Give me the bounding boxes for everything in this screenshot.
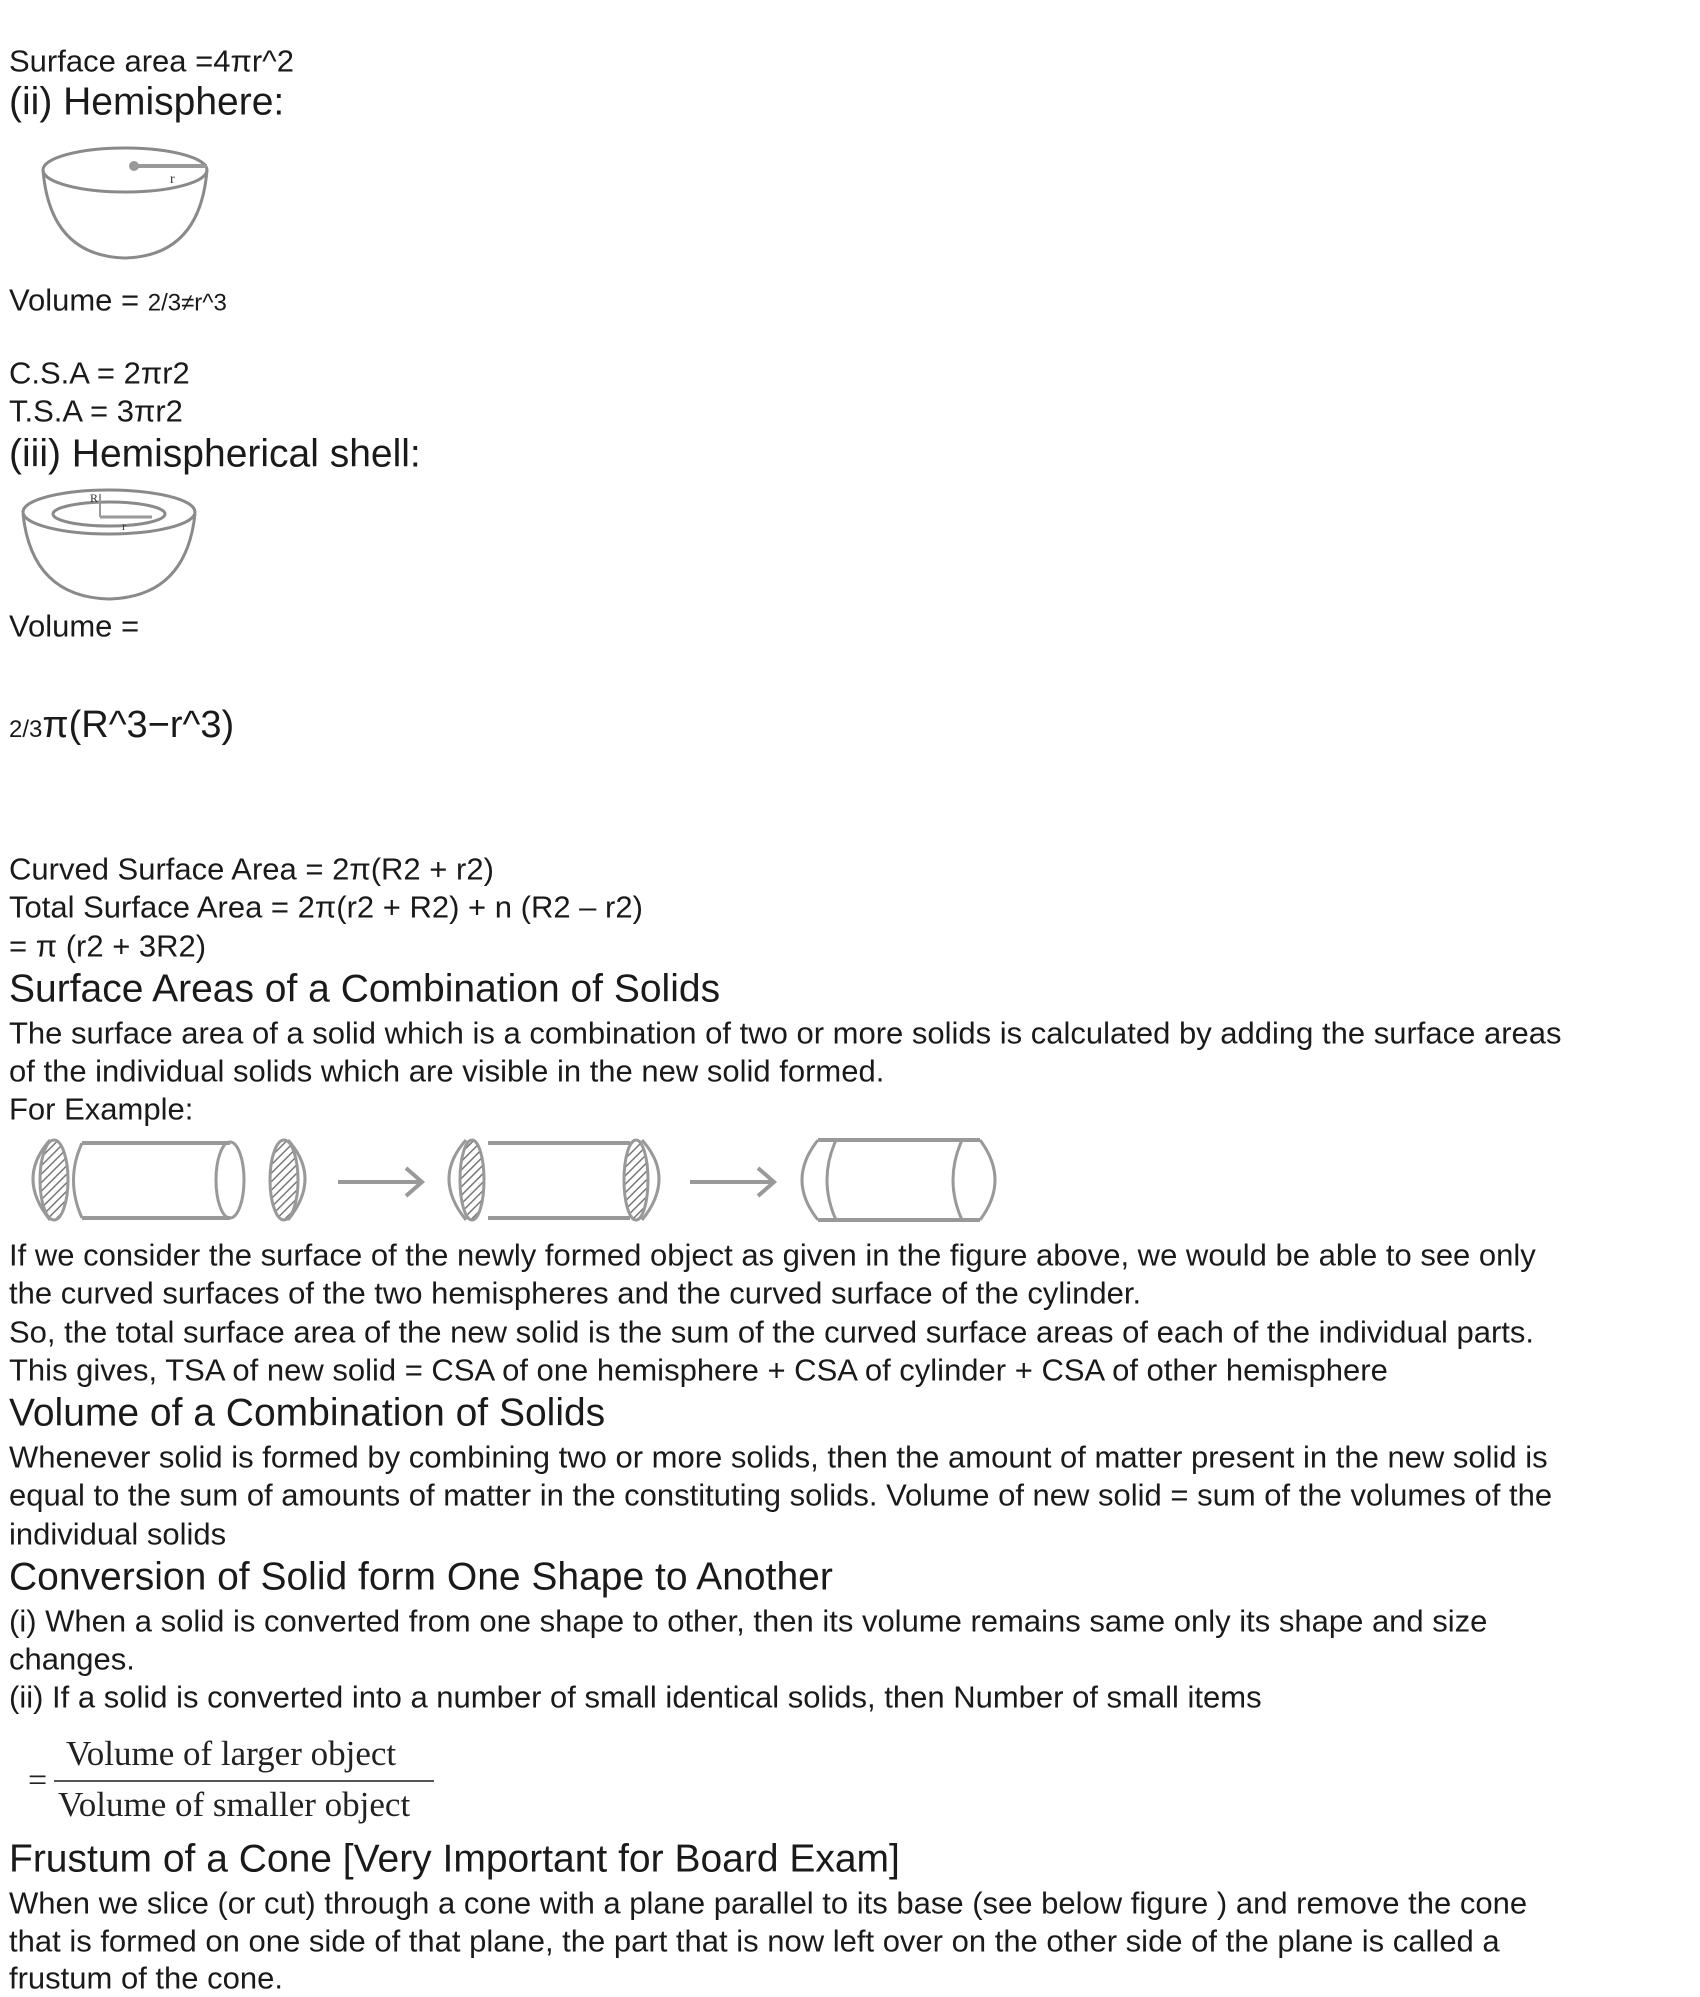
shell-volume-label: Volume = <box>9 608 140 644</box>
fraction-bar <box>54 1780 434 1782</box>
fraction-denominator: Volume of smaller object <box>58 1785 411 1824</box>
paragraph-line: For Example: <box>9 1091 194 1127</box>
shell-csa: Curved Surface Area = 2π(R2 + r2) <box>9 851 494 887</box>
paragraph-line: equal to the sum of amounts of matter in the constituting solids. Volume of new solid = sum of the volumes of the <box>9 1477 1553 1513</box>
paragraph-line: Whenever solid is formed by combining two or more solids, then the amount of matter present in the new solid is <box>9 1439 1548 1475</box>
hemisphere-heading: (ii) Hemisphere: <box>9 80 285 124</box>
joined-solid <box>449 1140 659 1220</box>
arrow-icon <box>338 1168 422 1196</box>
paragraph-line: individual solids <box>9 1516 227 1552</box>
fraction-equals: = <box>28 1762 48 1799</box>
small-items-fraction <box>22 1732 442 1822</box>
combination-volume-heading: Volume of a Combination of Solids <box>9 1391 606 1435</box>
left-hemisphere-part <box>33 1140 68 1220</box>
paragraph-line: the curved surfaces of the two hemispheres and the curved surface of the cylinder. <box>9 1275 1142 1311</box>
hemispherical-shell-figure <box>14 484 214 604</box>
paragraph-line: (i) When a solid is converted from one shape to other, then its volume remains same only its shape and size <box>9 1603 1488 1639</box>
paragraph-line: frustum of the cone. <box>9 1960 283 1996</box>
paragraph-line: changes. <box>9 1641 135 1677</box>
fraction-numerator: Volume of larger object <box>66 1734 397 1773</box>
paragraph-line: The surface area of a solid which is a combination of two or more solids is calculated by adding the surface areas <box>9 1015 1562 1051</box>
arrow-icon <box>690 1168 774 1196</box>
hemisphere-tsa: T.S.A = 3πr2 <box>9 393 183 429</box>
final-solid <box>802 1140 995 1220</box>
shell-tsa: Total Surface Area = 2π(r2 + R2) + n (R2 – r2) <box>9 889 643 925</box>
outer-radius-label: R <box>90 491 99 505</box>
paragraph-line: This gives, TSA of new solid = CSA of one hemisphere + CSA of cylinder + CSA of other hemisphere <box>9 1352 1388 1388</box>
paragraph-line: So, the total surface area of the new solid is the sum of the curved surface areas of each of the individual parts. <box>9 1314 1535 1350</box>
paragraph-line: that is formed on one side of that plane, the part that is now left over on the other side of the plane is called a <box>9 1923 1500 1959</box>
hemisphere-figure <box>30 136 230 266</box>
cylinder-part <box>74 1142 245 1218</box>
shell-volume-formula: 2/3π(R^3−r^3) <box>9 704 235 746</box>
sphere-surface-area: Surface area =4πr^2 <box>9 43 294 79</box>
conversion-heading: Conversion of Solid form One Shape to Another <box>9 1555 833 1599</box>
combination-surface-heading: Surface Areas of a Combination of Solids <box>9 967 721 1011</box>
right-hemisphere-part <box>270 1140 305 1220</box>
radius-label: r <box>170 172 175 187</box>
hemisphere-volume: Volume = 2/3≠r^3 <box>9 282 227 318</box>
frustum-heading: Frustum of a Cone [Very Important for Board Exam] <box>9 1837 900 1881</box>
paragraph-line: (ii) If a solid is converted into a number of small identical solids, then Number of small items <box>9 1679 1262 1715</box>
paragraph-line: When we slice (or cut) through a cone with a plane parallel to its base (see below figure ) and remove the cone <box>9 1885 1528 1921</box>
paragraph-line: of the individual solids which are visible in the new solid formed. <box>9 1053 885 1089</box>
combination-figure <box>10 1128 1020 1232</box>
shell-heading: (iii) Hemispherical shell: <box>9 432 421 476</box>
shell-tsa-simplified: = π (r2 + 3R2) <box>9 928 207 964</box>
hemisphere-csa: C.S.A = 2πr2 <box>9 355 190 391</box>
paragraph-line: If we consider the surface of the newly formed object as given in the figure above, we would be able to see only <box>9 1237 1536 1273</box>
inner-radius-label: r <box>122 519 126 533</box>
